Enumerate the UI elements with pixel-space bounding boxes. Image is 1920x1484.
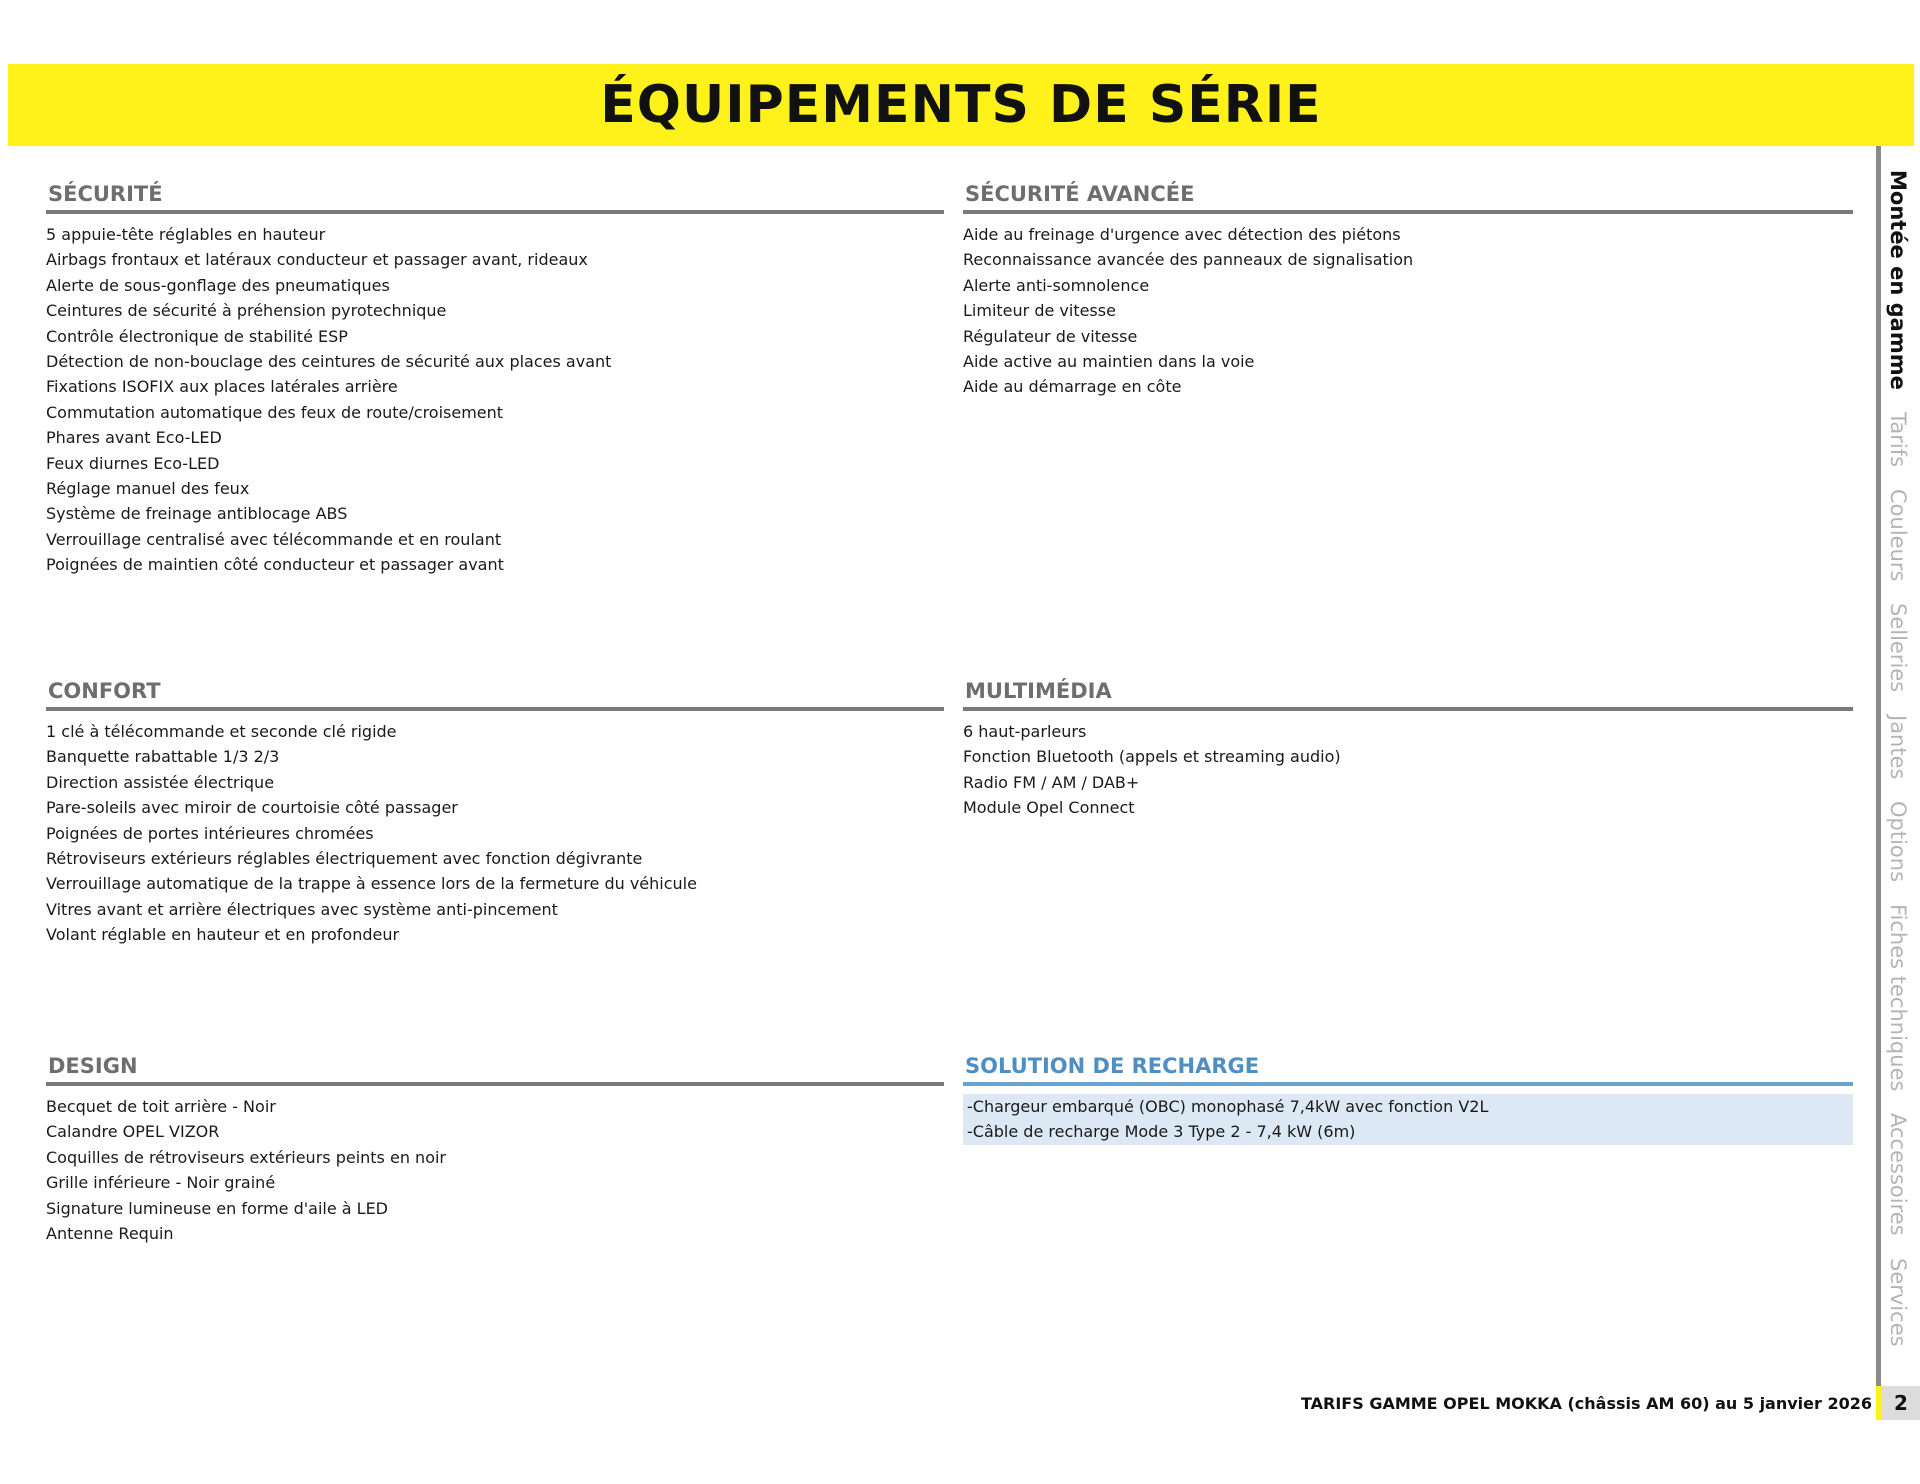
tab-options[interactable]: Options [1886, 800, 1910, 882]
list-item: Fixations ISOFIX aux places latérales arrière [46, 377, 398, 397]
list-item: Fonction Bluetooth (appels et streaming audio) [963, 747, 1341, 767]
equipment-list [963, 1094, 1853, 1145]
list-item: Pare-soleils avec miroir de courtoisie côté passager [46, 798, 458, 818]
list-item: Calandre OPEL VIZOR [46, 1122, 220, 1142]
list-item: 6 haut-parleurs [963, 722, 1087, 741]
list-item: -Chargeur embarqué (OBC) monophasé 7,4kW avec fonction V2L [967, 1097, 1489, 1116]
list-item: Alerte de sous-gonflage des pneumatiques [46, 275, 390, 295]
section-title-securite-avancee: SÉCURITÉ AVANCÉE [965, 182, 1195, 206]
tab-couleurs[interactable]: Couleurs [1886, 488, 1910, 582]
list-item: Radio FM / AM / DAB+ [963, 772, 1140, 792]
section-divider [963, 1082, 1853, 1086]
section-solution-recharge [963, 1052, 1853, 1145]
list-item: Verrouillage automatique de la trappe à essence lors de la fermeture du véhicule [46, 874, 697, 894]
section-title-recharge: SOLUTION DE RECHARGE [965, 1054, 1260, 1078]
list-item: Coquilles de rétroviseurs extérieurs peints en noir [46, 1147, 446, 1167]
footer-caption: TARIFS GAMME OPEL MOKKA (châssis AM 60) au 5 janvier 2026 [1300, 1394, 1872, 1413]
section-multimedia [963, 677, 1853, 821]
list-item: Poignées de portes intérieures chromées [46, 823, 374, 843]
tab-fiches-techniques[interactable]: Fiches techniques [1886, 904, 1910, 1092]
list-item: Régulateur de vitesse [963, 326, 1138, 346]
list-item: Reconnaissance avancée des panneaux de signalisation [963, 250, 1414, 270]
page-title: ÉQUIPEMENTS DE SÉRIE [600, 75, 1322, 135]
equipment-list [46, 719, 944, 948]
section-design [46, 1052, 944, 1246]
equipment-list [46, 222, 944, 577]
list-item: Module Opel Connect [963, 798, 1135, 818]
section-title-multimedia: MULTIMÉDIA [965, 679, 1112, 703]
list-item: Poignées de maintien côté conducteur et passager avant [46, 555, 504, 575]
page-number: 2 [1882, 1386, 1920, 1420]
equipment-list [963, 222, 1853, 400]
list-item: Volant réglable en hauteur et en profondeur [46, 925, 400, 945]
list-item: Réglage manuel des feux [46, 478, 250, 498]
tab-tarifs[interactable]: Tarifs [1886, 411, 1910, 467]
list-item: -Câble de recharge Mode 3 Type 2 - 7,4 kW (6m) [967, 1122, 1356, 1142]
sidebar-divider [1876, 146, 1881, 1420]
list-item: Banquette rabattable 1/3 2/3 [46, 747, 280, 767]
equipment-list [46, 1094, 944, 1246]
list-item: Direction assistée électrique [46, 772, 275, 792]
section-title-design: DESIGN [48, 1054, 138, 1078]
list-item: Becquet de toit arrière - Noir [46, 1097, 276, 1116]
list-item: Signature lumineuse en forme d'aile à LED [46, 1198, 388, 1218]
sidebar-navigation [1882, 170, 1914, 1370]
section-divider [46, 210, 944, 214]
list-item: 1 clé à télécommande et seconde clé rigide [46, 722, 397, 741]
list-item: Verrouillage centralisé avec télécommande et en roulant [46, 529, 502, 549]
list-item: Limiteur de vitesse [963, 301, 1116, 321]
section-divider [963, 707, 1853, 711]
list-item: Détection de non-bouclage des ceintures de sécurité aux places avant [46, 351, 612, 371]
section-confort [46, 677, 944, 948]
section-divider [46, 707, 944, 711]
list-item: Ceintures de sécurité à préhension pyrotechnique [46, 301, 447, 321]
list-item: Contrôle électronique de stabilité ESP [46, 326, 348, 346]
section-divider [46, 1082, 944, 1086]
tab-montee-en-gamme[interactable]: Montée en gamme [1886, 170, 1910, 390]
list-item: Rétroviseurs extérieurs réglables électriquement avec fonction dégivrante [46, 848, 643, 868]
tab-jantes[interactable]: Jantes [1886, 714, 1910, 779]
list-item: Alerte anti-somnolence [963, 275, 1150, 295]
list-item: Système de freinage antiblocage ABS [46, 504, 348, 524]
tab-selleries[interactable]: Selleries [1886, 603, 1910, 693]
list-item: Aide active au maintien dans la voie [963, 351, 1255, 371]
list-item: Aide au démarrage en côte [963, 377, 1182, 397]
title-banner [8, 64, 1914, 146]
equipment-list [963, 719, 1853, 821]
list-item: 5 appuie-tête réglables en hauteur [46, 225, 326, 244]
section-title-securite: SÉCURITÉ [48, 182, 163, 206]
section-divider [963, 210, 1853, 214]
tab-services[interactable]: Services [1886, 1258, 1910, 1347]
list-item: Grille inférieure - Noir grainé [46, 1173, 276, 1193]
list-item: Aide au freinage d'urgence avec détection des piétons [963, 225, 1401, 244]
list-item: Feux diurnes Eco-LED [46, 453, 220, 473]
list-item: Commutation automatique des feux de route/croisement [46, 402, 504, 422]
section-title-confort: CONFORT [48, 679, 161, 703]
section-securite [46, 180, 944, 577]
list-item: Phares avant Eco-LED [46, 428, 222, 448]
list-item: Vitres avant et arrière électriques avec système anti-pincement [46, 899, 558, 919]
list-item: Airbags frontaux et latéraux conducteur et passager avant, rideaux [46, 250, 588, 270]
section-securite-avancee [963, 180, 1853, 400]
tab-accessoires[interactable]: Accessoires [1886, 1113, 1910, 1237]
list-item: Antenne Requin [46, 1223, 174, 1243]
